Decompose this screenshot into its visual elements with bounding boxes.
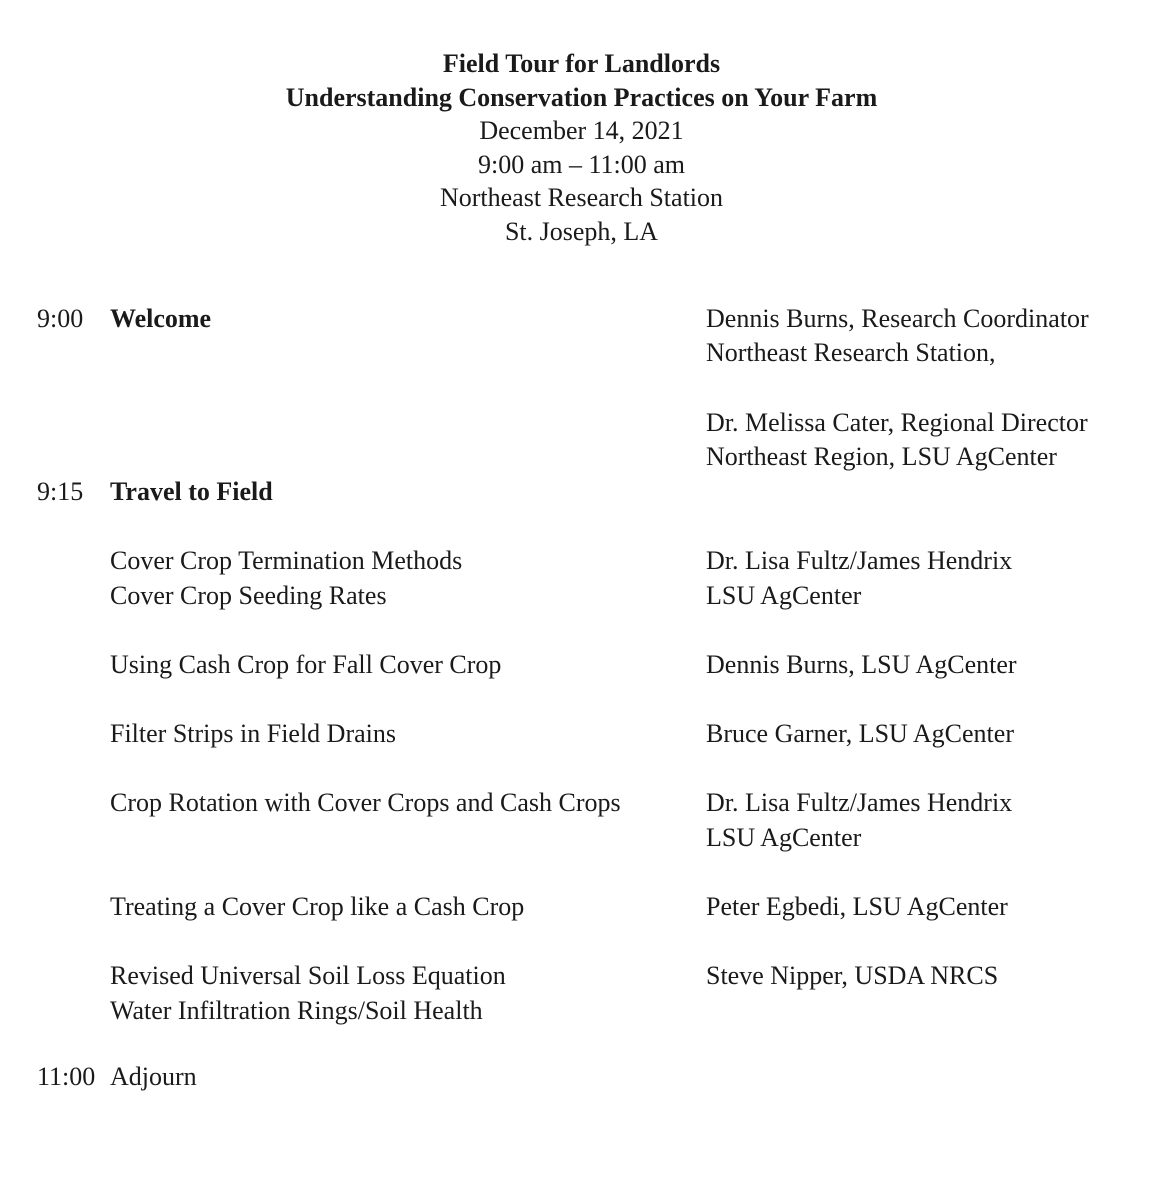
agenda-title-adjourn: Adjourn [110, 1062, 197, 1091]
session-topic: Revised Universal Soil Loss Equation [110, 961, 506, 990]
session-speaker: Dennis Burns, LSU AgCenter [706, 650, 1017, 679]
session-speaker: Dr. Lisa Fultz/James Hendrix [706, 546, 1013, 575]
session-topic: Crop Rotation with Cover Crops and Cash Crops [110, 788, 621, 817]
session-topic: Cover Crop Termination Methods [110, 546, 463, 575]
agenda-time-travel: 9:15 [37, 477, 84, 506]
speaker-line: Northeast Region, LSU AgCenter [706, 442, 1057, 471]
document-title: Field Tour for Landlords [442, 49, 721, 78]
session-speaker: Bruce Garner, LSU AgCenter [706, 719, 1014, 748]
speaker-line: Dr. Melissa Cater, Regional Director [706, 408, 1088, 437]
session-speaker: Peter Egbedi, LSU AgCenter [706, 892, 1008, 921]
event-city: St. Joseph, LA [504, 216, 659, 246]
session-topic: Using Cash Crop for Fall Cover Crop [110, 650, 502, 679]
session-speaker: LSU AgCenter [706, 823, 862, 852]
document-header [0, 47, 1163, 248]
event-time: 9:00 am – 11:00 am [477, 149, 685, 179]
session-topic: Treating a Cover Crop like a Cash Crop [110, 892, 525, 921]
session-speaker: Dr. Lisa Fultz/James Hendrix [706, 788, 1013, 817]
agenda-time-adjourn: 11:00 [37, 1062, 96, 1091]
session-speaker: Steve Nipper, USDA NRCS [706, 961, 999, 990]
session-topic: Water Infiltration Rings/Soil Health [110, 996, 483, 1025]
agenda-title-travel: Travel to Field [110, 477, 273, 506]
session-topic: Filter Strips in Field Drains [110, 719, 396, 748]
document-subtitle: Understanding Conservation Practices on Your Farm [285, 82, 878, 112]
speaker-line: Dennis Burns, Research Coordinator [706, 304, 1089, 333]
agenda-time-welcome: 9:00 [37, 304, 84, 333]
agenda-title-welcome: Welcome [110, 304, 212, 333]
event-date: December 14, 2021 [479, 116, 684, 145]
speaker-line: Northeast Research Station, [706, 338, 996, 367]
session-topic: Cover Crop Seeding Rates [110, 581, 387, 610]
event-location: Northeast Research Station [439, 183, 724, 212]
session-speaker: LSU AgCenter [706, 581, 862, 610]
